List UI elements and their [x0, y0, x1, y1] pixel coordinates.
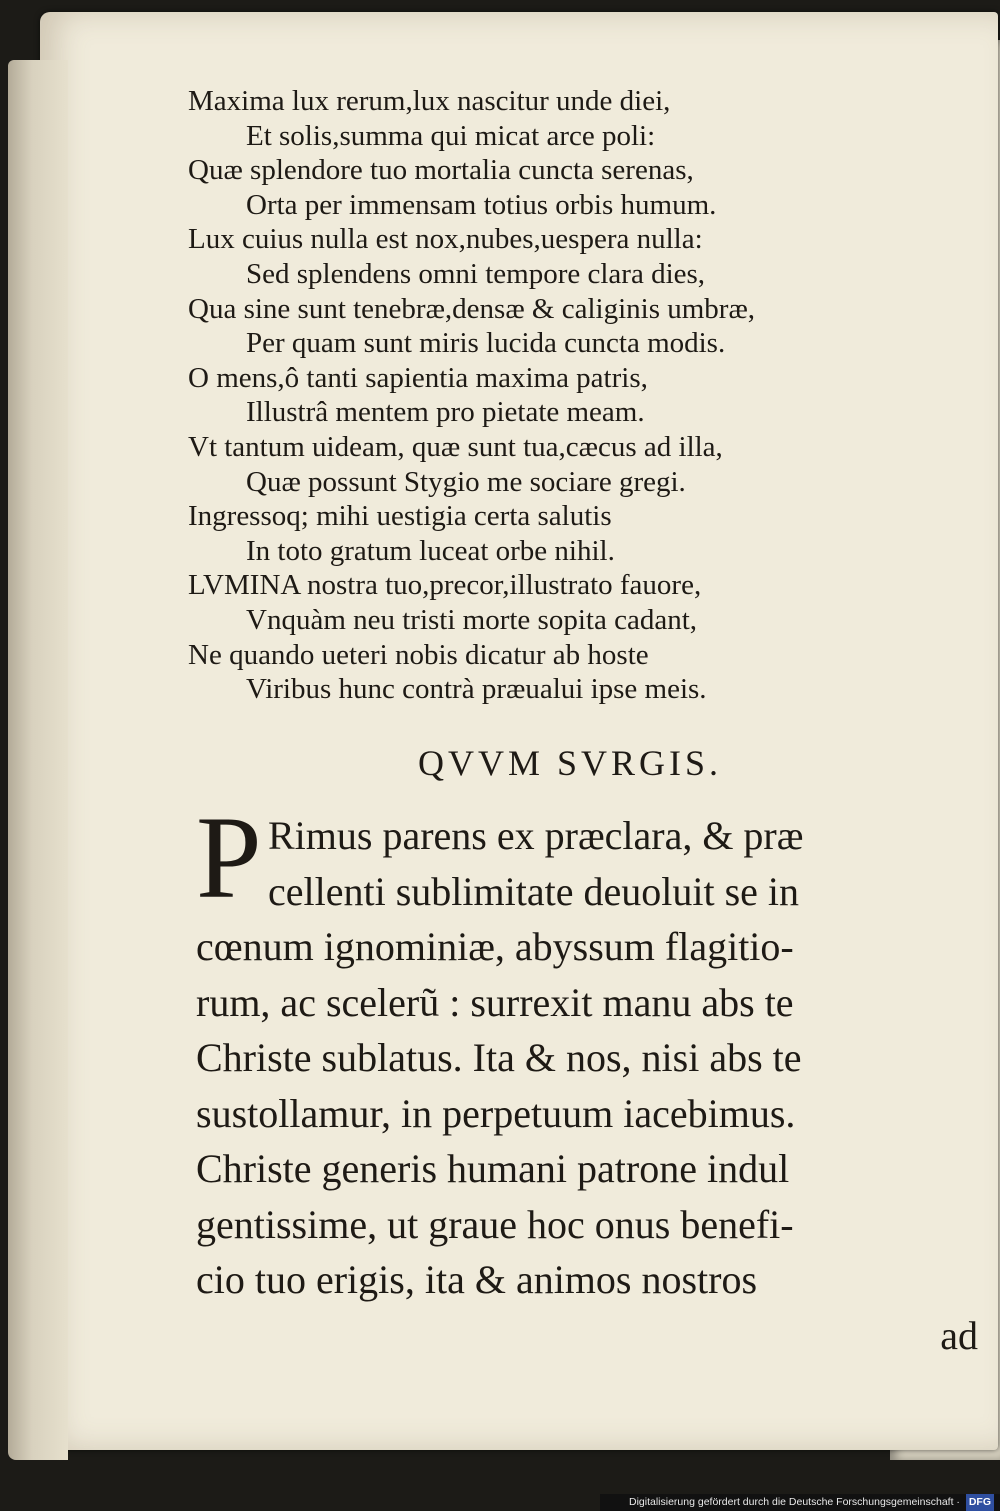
poem-line: Illustrâ mentem pro pietate meam.: [246, 396, 645, 429]
section-heading: QVVM SVRGIS.: [417, 743, 723, 783]
prose-line: sustollamur, in perpetuum iacebimus.: [196, 1090, 796, 1136]
prose-line: cœnum ignominiæ, abyssum flagitio-: [196, 924, 794, 969]
poem-line: Maxima lux rerum,lux nascitur unde diei,: [188, 85, 671, 117]
poem-line: O mens,ô tanti sapientia maxima patris,: [188, 361, 648, 394]
prose-line: Christe sublatus. Ita & nos, nisi abs te: [196, 1035, 802, 1080]
poem-line: Lux cuius nulla est nox,nubes,uespera nulla:: [188, 223, 703, 256]
poem-line: Qua sine sunt tenebræ,densæ & caliginis umbræ,: [188, 292, 756, 325]
poem-line: Viribus hunc contrà præualui ipse meis.: [246, 673, 707, 706]
poem-line: LVMINA nostra tuo,precor,illustrato fauore,: [188, 569, 702, 602]
poem-line: Et solis,summa qui micat arce poli:: [246, 119, 656, 152]
poem-line: Quæ splendore tuo mortalia cuncta serenas,: [188, 154, 694, 187]
prose-line: cellenti sublimitate deuoluit se in: [268, 868, 799, 914]
prose-line: rum, ac scelerũ : surrexit manu abs te: [196, 979, 794, 1025]
dfg-logo: DFG: [966, 1494, 994, 1511]
poem-line: Vt tantum uideam, quæ sunt tua,cæcus ad illa,: [188, 430, 723, 463]
digitization-footer: [600, 1494, 1000, 1511]
poem-line: Ingressoq; mihi uestigia certa salutis: [188, 500, 612, 533]
poem-block: [188, 84, 928, 707]
prose-line: gentissime, ut graue hoc onus benefi-: [196, 1201, 794, 1247]
drop-cap: P: [196, 792, 262, 923]
prose-line: Rimus parens ex præclara, & præ: [268, 813, 804, 858]
poem-line: Per quam sunt miris lucida cuncta modis.: [246, 327, 726, 360]
poem-line: In toto gratum luceat orbe nihil.: [246, 534, 615, 567]
catchword: ad: [940, 1312, 978, 1358]
footer-text: Digitalisierung gefördert durch die Deutsche Forschungsgemeinschaft ·: [628, 1496, 960, 1508]
prose-line: Christe generis humani patrone indul: [196, 1146, 790, 1191]
poem-line: Quæ possunt Stygio me sociare gregi.: [246, 465, 686, 498]
prose-block: [196, 792, 978, 1363]
poem-line: Vnquàm neu tristi morte sopita cadant,: [246, 603, 698, 636]
poem-line: Ne quando ueteri nobis dicatur ab hoste: [188, 638, 649, 671]
prose-line: cio tuo erigis, ita & animos nostros: [196, 1257, 758, 1302]
poem-line: Orta per immensam totius orbis humum.: [246, 188, 717, 221]
poem-line: Sed splendens omni tempore clara dies,: [246, 257, 706, 290]
